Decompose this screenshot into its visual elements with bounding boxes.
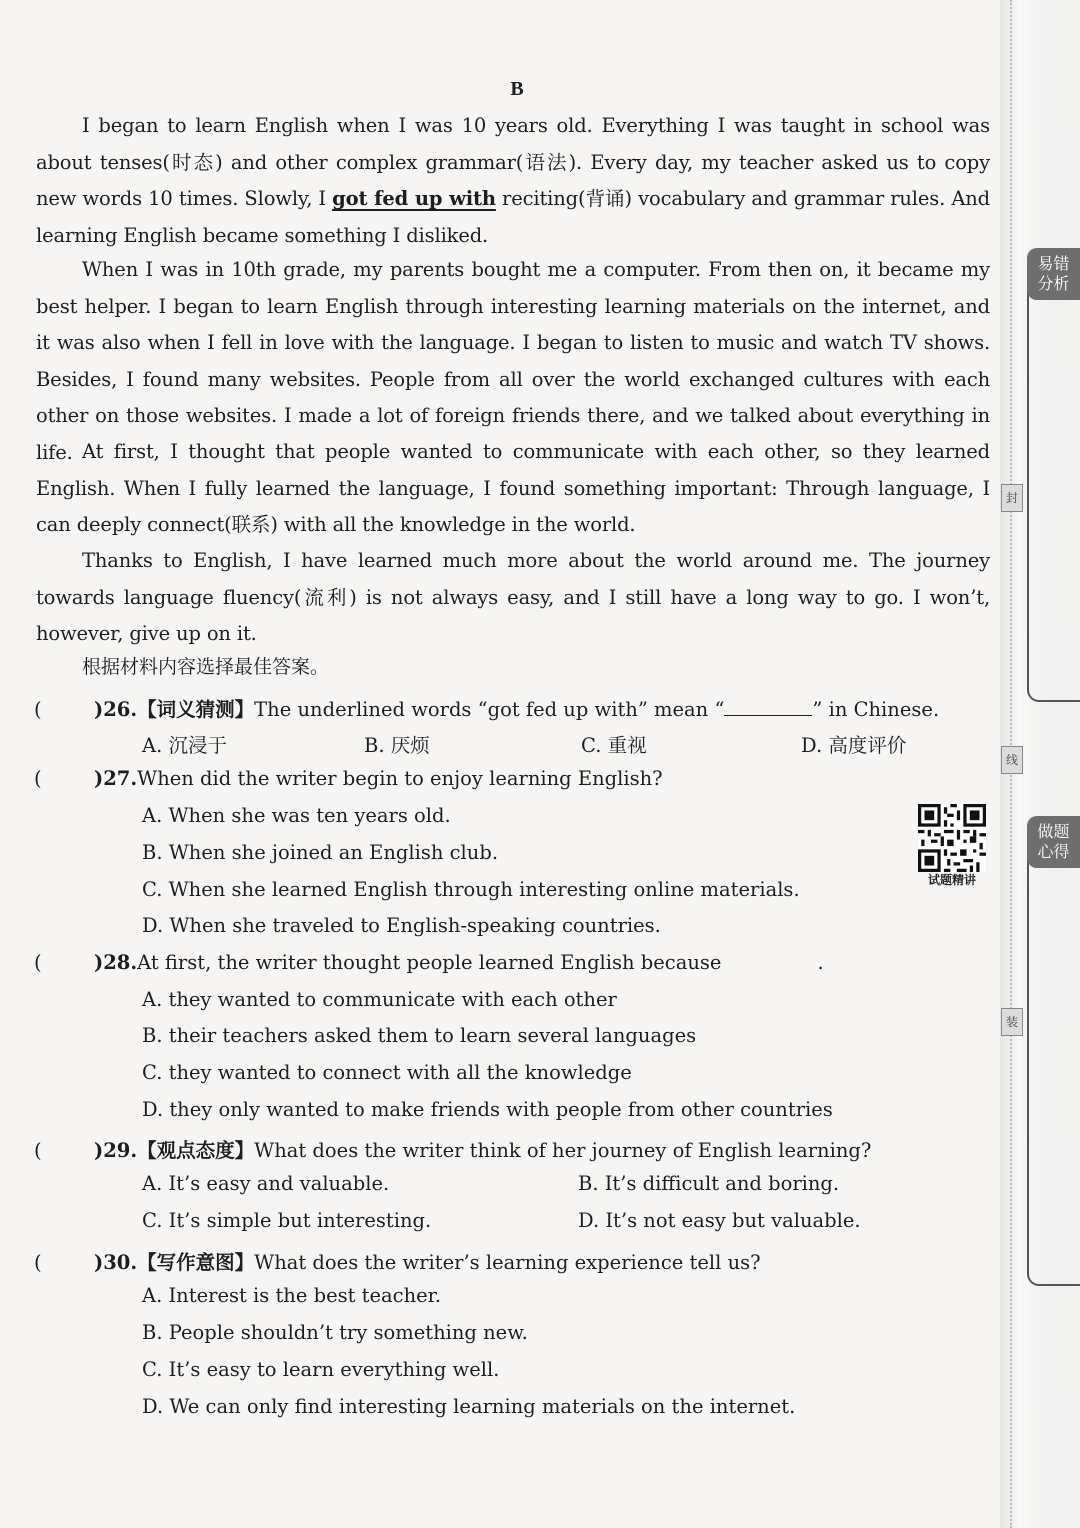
option-30c[interactable]: C. It’s easy to learn everything well. (142, 1358, 500, 1381)
section-heading: B (510, 78, 524, 100)
side-tab-reflection[interactable]: 做题 心得 (1027, 816, 1080, 868)
passage-paragraph-4: Thanks to English, I have learned much more about the world around me. The journey towards language fluency(流利) is not always easy, and I still have a long way to go. I won’t, however, give up on it. (36, 549, 990, 645)
question-30: ( )30.【写作意图】What does the writer’s learning experience tell us? (34, 1251, 761, 1274)
passage-paragraph-3: At first, I thought that people wanted to communicate with each other, so they learned English. When I fully learned the language, I found something important: Through language, I can deeply connect(联系) with all the knowledge in the world. (36, 440, 990, 536)
question-29: ( )29.【观点态度】What does the writer think of her journey of English learning? (34, 1139, 872, 1162)
underlined-phrase: got fed up with (332, 187, 496, 210)
option-28c[interactable]: C. they wanted to connect with all the knowledge (142, 1061, 632, 1084)
option-30d[interactable]: D. We can only find interesting learning materials on the internet. (142, 1395, 796, 1418)
option-30a[interactable]: A. Interest is the best teacher. (142, 1284, 442, 1307)
option-30b[interactable]: B. People shouldn’t try something new. (142, 1321, 528, 1344)
option-27d[interactable]: D. When she traveled to English-speaking countries. (142, 914, 661, 937)
option-27a[interactable]: A. When she was ten years old. (142, 804, 451, 827)
option-26a[interactable]: A. 沉浸于 (142, 734, 227, 757)
option-29b[interactable]: B. It’s difficult and boring. (578, 1172, 840, 1195)
side-tab-error-analysis[interactable]: 易错 分析 (1027, 248, 1080, 300)
passage-paragraph-2: When I was in 10th grade, my parents bought me a computer. From then on, it became my best helper. I began to learn English through interesting learning materials on the internet, and it was also when I fell in love with the language. I began to listen to music and watch TV shows. Besides, I found many websites. People from all over the world exchanged cultures with each other on those websites. I made a lot of foreign friends there, and we talked about everything in life. (36, 258, 990, 464)
option-29c[interactable]: C. It’s simple but interesting. (142, 1209, 432, 1232)
question-26: ( )26.【词义猜测】The underlined words “got fed up with” mean “ ” in Chinese. (34, 698, 940, 721)
binding-mark-1: 封 (1001, 484, 1023, 512)
option-28a[interactable]: A. they wanted to communicate with each other (142, 988, 617, 1011)
passage-paragraph-1: I began to learn English when I was 10 years old. Everything I was taught in school was about tenses(时态) and other complex grammar(语法). Every day, my teacher asked us to copy new words 10 times. Slowly, I got fed up with reciting(背诵) vocabulary and grammar rules. And learning English became something I disliked. (36, 114, 990, 247)
notes-bracket-1 (1027, 258, 1080, 702)
option-28d[interactable]: D. they only wanted to make friends with people from other countries (142, 1098, 833, 1121)
qr-code[interactable] (918, 804, 986, 872)
question-28: ( )28.At first, the writer thought people learned English because . (34, 951, 824, 974)
option-27b[interactable]: B. When she joined an English club. (142, 841, 499, 864)
binding-mark-3: 装 (1001, 1008, 1023, 1036)
answer-paren[interactable]: ( (34, 1251, 42, 1274)
answer-paren[interactable]: ( (34, 698, 42, 721)
notes-bracket-2 (1027, 826, 1080, 1286)
answer-paren[interactable]: ( (34, 951, 42, 974)
option-29d[interactable]: D. It’s not easy but valuable. (578, 1209, 861, 1232)
instruction: 根据材料内容选择最佳答案。 (82, 656, 330, 678)
option-29a[interactable]: A. It’s easy and valuable. (142, 1172, 390, 1195)
option-26d[interactable]: D. 高度评价 (801, 734, 907, 757)
option-28b[interactable]: B. their teachers asked them to learn several languages (142, 1024, 697, 1047)
option-27c[interactable]: C. When she learned English through interesting online materials. (142, 878, 800, 901)
answer-blank (724, 701, 812, 716)
answer-paren[interactable]: ( (34, 1139, 42, 1162)
option-26c[interactable]: C. 重视 (581, 734, 647, 757)
option-26b[interactable]: B. 厌烦 (364, 734, 430, 757)
answer-paren[interactable]: ( (34, 767, 42, 790)
question-27: ( )27.When did the writer begin to enjoy learning English? (34, 767, 663, 790)
binding-mark-2: 线 (1001, 746, 1023, 774)
qr-label: 试题精讲 (927, 873, 976, 887)
